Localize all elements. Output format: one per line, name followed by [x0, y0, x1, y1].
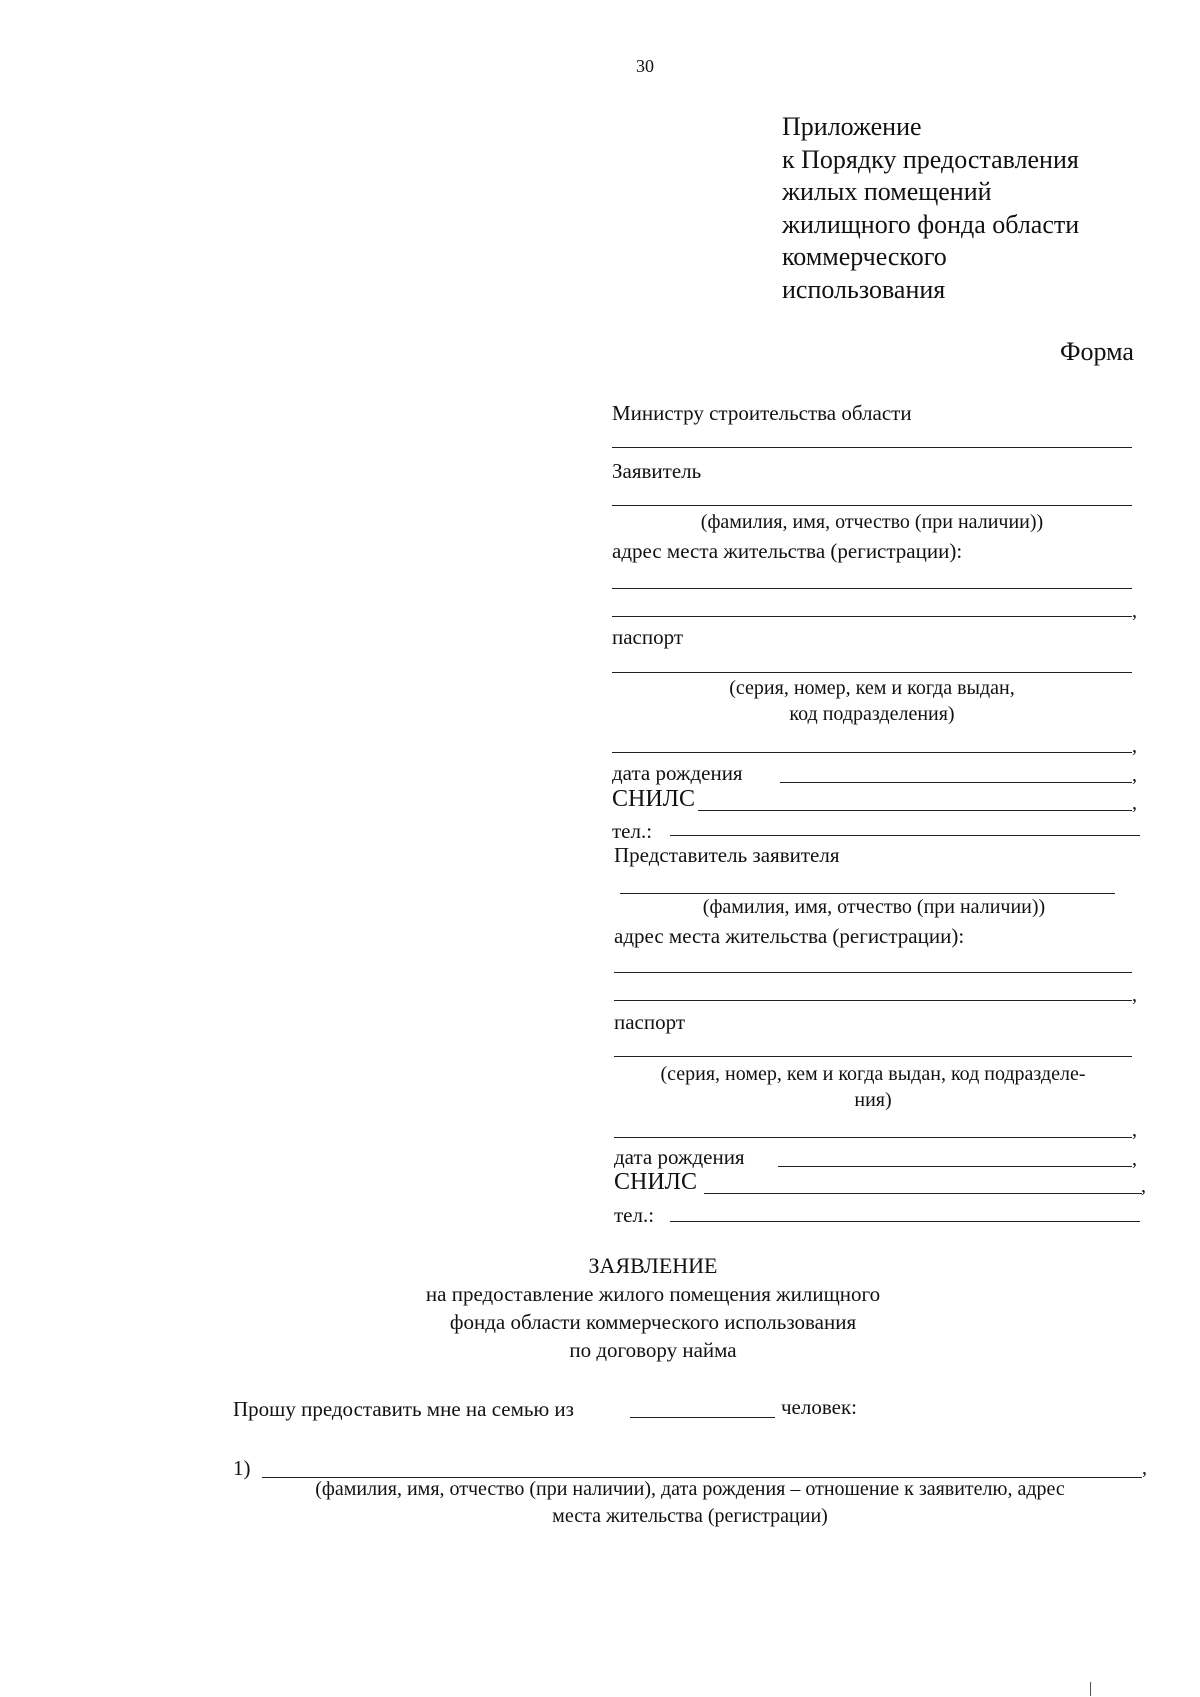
- family-member-caption: (фамилия, имя, отчество (при наличии), дата рождения – отношение к заявителю, адрес: [315, 1478, 1065, 1500]
- applicant-fio-line[interactable]: [612, 505, 1132, 506]
- request-text: Прошу предоставить мне на семью из: [233, 1397, 574, 1421]
- comma: ,: [1132, 735, 1137, 757]
- applicant-passport-label: паспорт: [612, 625, 684, 649]
- request-text-after: человек:: [781, 1395, 858, 1419]
- representative-address-label: адрес места жительства (регистрации):: [614, 924, 965, 948]
- applicant-address-label: адрес места жительства (регистрации):: [612, 539, 963, 563]
- representative-phone-label: тел.:: [614, 1203, 655, 1227]
- applicant-birth-label: дата рождения: [612, 761, 743, 785]
- applicant-passport-line[interactable]: [612, 672, 1132, 673]
- comma: ,: [1132, 764, 1137, 786]
- addressee-label: Министру строительства области: [612, 401, 912, 425]
- statement-subtitle: по договору найма: [569, 1338, 737, 1362]
- representative-passport-caption: (серия, номер, кем и когда выдан, код подразделе-: [660, 1063, 1086, 1085]
- comma: ,: [1142, 1457, 1147, 1479]
- representative-birth-line[interactable]: [778, 1166, 1132, 1167]
- statement-subtitle: на предоставление жилого помещения жилищного: [425, 1282, 881, 1306]
- representative-passport-caption: ния): [854, 1089, 892, 1111]
- comma: ,: [1132, 1148, 1137, 1170]
- representative-address-line-1[interactable]: [614, 972, 1132, 973]
- appendix-line: жилищного фонда области: [782, 209, 1080, 239]
- comma: ,: [1132, 1119, 1137, 1141]
- representative-phone-line[interactable]: [670, 1221, 1140, 1222]
- appendix-line: коммерческого: [782, 242, 947, 271]
- representative-passport-line[interactable]: [614, 1056, 1132, 1057]
- comma: ,: [1141, 1175, 1146, 1197]
- applicant-address-line-1[interactable]: [612, 588, 1132, 589]
- appendix-heading: [782, 111, 1079, 306]
- scan-mark: [1090, 1682, 1091, 1696]
- representative-fio-line[interactable]: [620, 893, 1115, 894]
- applicant-phone-line[interactable]: [670, 835, 1140, 836]
- appendix-line: к Порядку предоставления: [782, 144, 1079, 174]
- applicant-phone-label: тел.:: [612, 819, 653, 843]
- appendix-line: использования: [782, 274, 946, 304]
- applicant-passport-caption: код подразделения): [789, 703, 955, 725]
- appendix-line: жилых помещений: [782, 177, 992, 206]
- representative-snils-label: СНИЛС: [614, 1169, 697, 1195]
- applicant-snils-label: СНИЛС: [612, 786, 695, 812]
- representative-address-line-2[interactable]: [614, 1000, 1132, 1001]
- form-label: Форма: [1060, 337, 1134, 366]
- representative-fio-caption: (фамилия, имя, отчество (при наличии)): [702, 896, 1046, 918]
- statement-subtitle: фонда области коммерческого использования: [449, 1310, 857, 1334]
- applicant-birth-line[interactable]: [780, 782, 1132, 783]
- applicant-passport-caption: (серия, номер, кем и когда выдан,: [729, 677, 1015, 699]
- family-size-field[interactable]: [630, 1417, 775, 1418]
- representative-birth-label: дата рождения: [614, 1145, 745, 1169]
- addressee-line[interactable]: [612, 447, 1132, 448]
- applicant-heading: Заявитель: [612, 459, 702, 483]
- comma: ,: [1132, 984, 1137, 1006]
- applicant-fio-caption: (фамилия, имя, отчество (при наличии)): [700, 511, 1044, 533]
- family-member-number: 1): [233, 1456, 251, 1480]
- comma: ,: [1132, 792, 1137, 814]
- representative-passport-label: паспорт: [614, 1010, 686, 1034]
- representative-snils-line[interactable]: [704, 1193, 1142, 1194]
- applicant-passport-line-2[interactable]: [612, 752, 1132, 753]
- representative-heading: Представитель заявителя: [614, 843, 840, 867]
- applicant-snils-line[interactable]: [698, 810, 1132, 811]
- appendix-line: Приложение: [782, 112, 922, 141]
- page-number: 30: [636, 56, 654, 76]
- comma: ,: [1132, 600, 1137, 622]
- representative-passport-line-2[interactable]: [614, 1137, 1132, 1138]
- applicant-address-line-2[interactable]: [612, 616, 1132, 617]
- statement-title: ЗАЯВЛЕНИЕ: [588, 1253, 718, 1278]
- family-member-caption: места жительства (регистрации): [552, 1505, 828, 1527]
